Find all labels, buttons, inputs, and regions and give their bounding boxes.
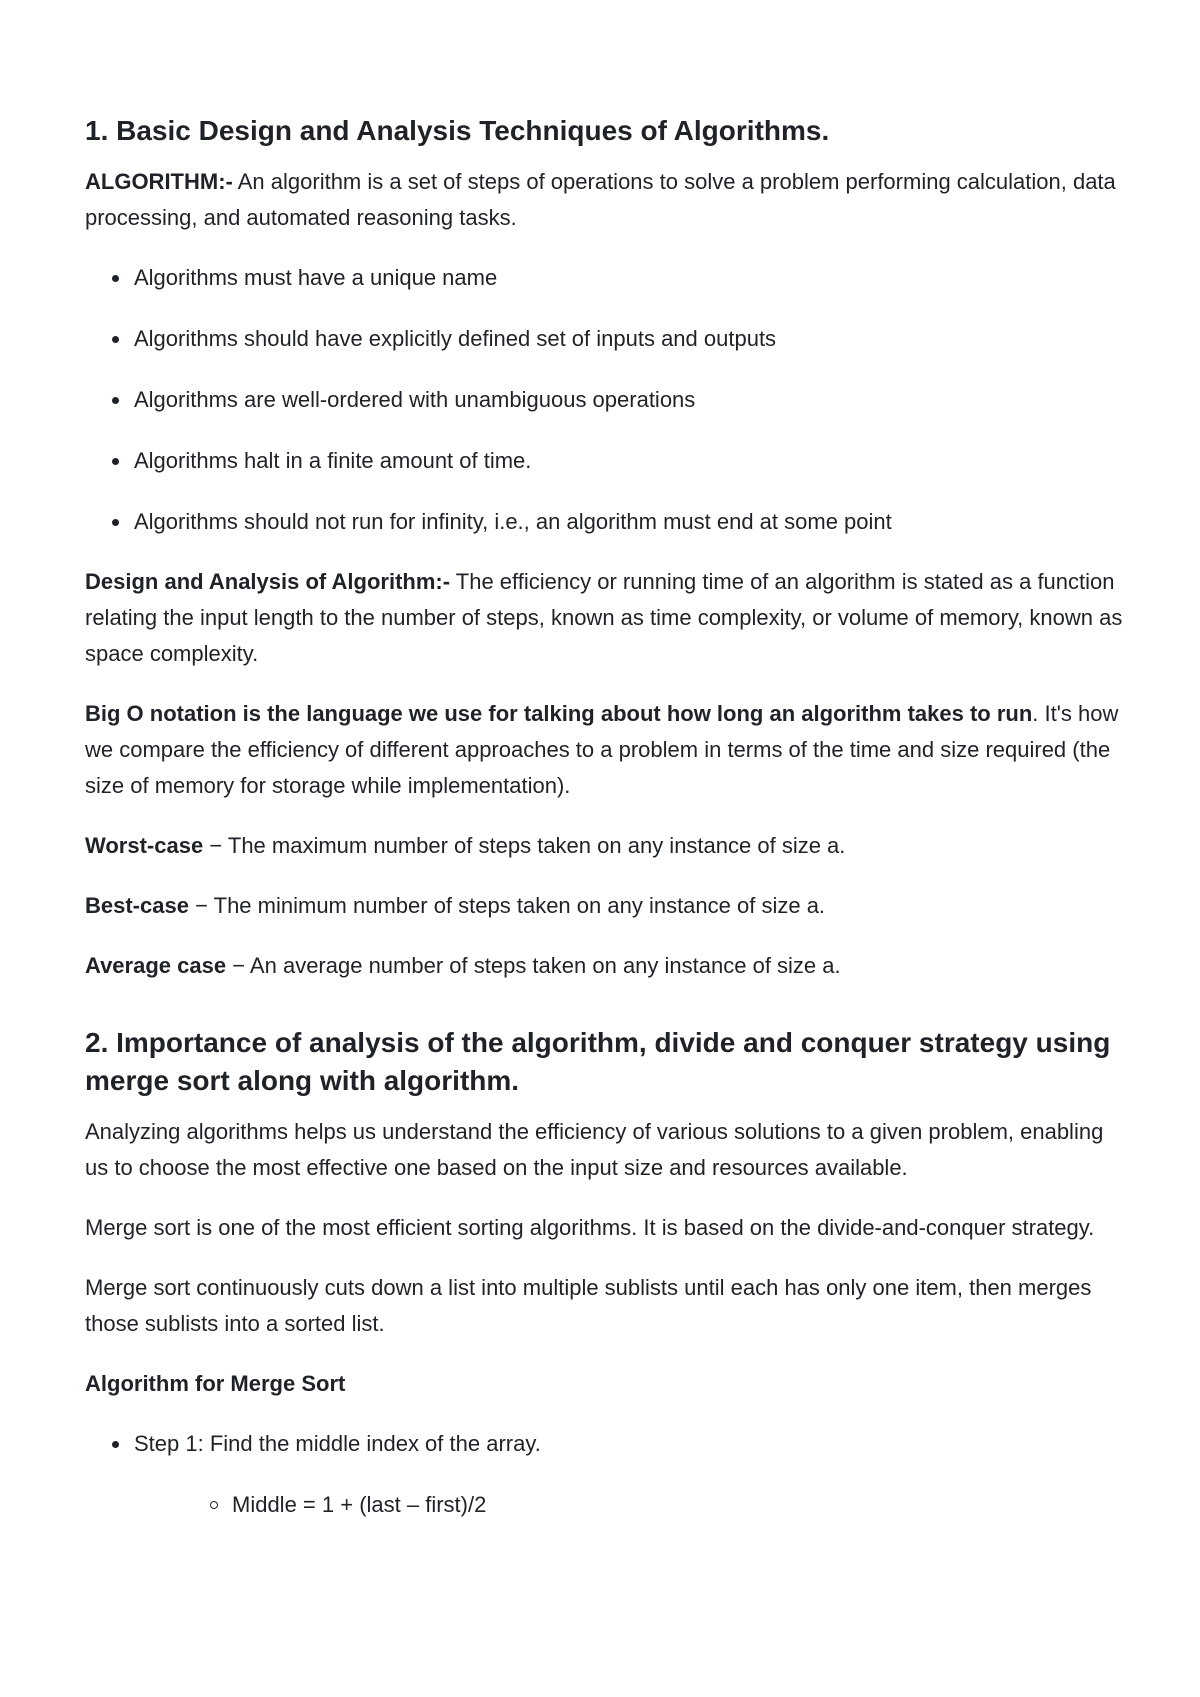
list-item [134,1487,1124,1523]
list-item [85,504,1124,540]
list-item-text: Step 1: Find the middle index of the array. [134,1431,541,1456]
algorithm-term: ALGORITHM:- [85,169,233,194]
list-item [85,260,1124,296]
analysis-importance-paragraph: Analyzing algorithms helps us understand the efficiency of various solutions to a given problem, enabling us to choose the most effective one based on the input size and resources available. [85,1119,1104,1180]
design-analysis-paragraph [85,564,1124,672]
design-analysis-text: The efficiency or running time of an algorithm is stated as a function relating the input length to the number of steps, known as time complexity, or volume of memory, known as space complexity. [85,569,1123,666]
bullet-icon [112,519,119,526]
list-item [85,382,1124,418]
average-case-text: − An average number of steps taken on any instance of size a. [226,953,841,978]
bullet-icon [112,458,119,465]
list-item-text: Algorithms should not run for infinity, i.e., an algorithm must end at some point [134,509,892,534]
design-analysis-term: Design and Analysis of Algorithm:- [85,569,451,594]
merge-sort-substeps-list [134,1487,1124,1523]
big-o-text: . It's how we compare the efficiency of different approaches to a problem in terms of the time and size required (the size of memory for storage while implementation). [85,701,1119,798]
average-case-paragraph [85,948,1124,984]
bullet-icon [112,275,119,282]
merge-sort-description-paragraph: Merge sort continuously cuts down a list into multiple sublists until each has only one item, then merges those sublists into a sorted list. [85,1275,1092,1336]
merge-sort-algorithm-title: Algorithm for Merge Sort [85,1371,346,1396]
list-item [85,1426,1124,1523]
hollow-bullet-icon [210,1501,218,1509]
section-1-heading: 1. Basic Design and Analysis Techniques of Algorithms. [85,115,830,146]
list-item [85,321,1124,357]
algorithm-definition [85,164,1124,236]
merge-sort-algorithm-subheading [85,1366,1124,1402]
worst-case-term: Worst-case [85,833,204,858]
list-item [85,443,1124,479]
bullet-icon [112,397,119,404]
algorithm-def-text: An algorithm is a set of steps of operations to solve a problem performing calculation, data processing, and automated reasoning tasks. [85,169,1116,230]
algorithm-properties-list [85,260,1124,540]
list-item-text: Algorithms halt in a finite amount of time. [134,448,532,473]
average-case-term: Average case [85,953,227,978]
worst-case-paragraph [85,828,1124,864]
list-item-text: Middle = 1 + (last – first)/2 [232,1492,487,1517]
merge-sort-steps-list [85,1426,1124,1523]
bullet-icon [112,1441,119,1448]
bullet-icon [112,336,119,343]
worst-case-text: − The maximum number of steps taken on any instance of size a. [203,833,846,858]
big-o-term: Big O notation is the language we use for talking about how long an algorithm takes to run [85,701,1033,726]
list-item-text: Algorithms should have explicitly defined set of inputs and outputs [134,326,777,351]
best-case-term: Best-case [85,893,189,918]
merge-sort-intro-paragraph: Merge sort is one of the most efficient sorting algorithms. It is based on the divide-and-conquer strategy. [85,1215,1095,1240]
list-item-text: Algorithms are well-ordered with unambiguous operations [134,387,696,412]
big-o-paragraph [85,696,1124,804]
section-2-heading: 2. Importance of analysis of the algorithm, divide and conquer strategy using merge sort along with algorithm. [85,1027,1111,1096]
best-case-paragraph [85,888,1124,924]
best-case-text: − The minimum number of steps taken on any instance of size a. [188,893,826,918]
list-item-text: Algorithms must have a unique name [134,265,498,290]
